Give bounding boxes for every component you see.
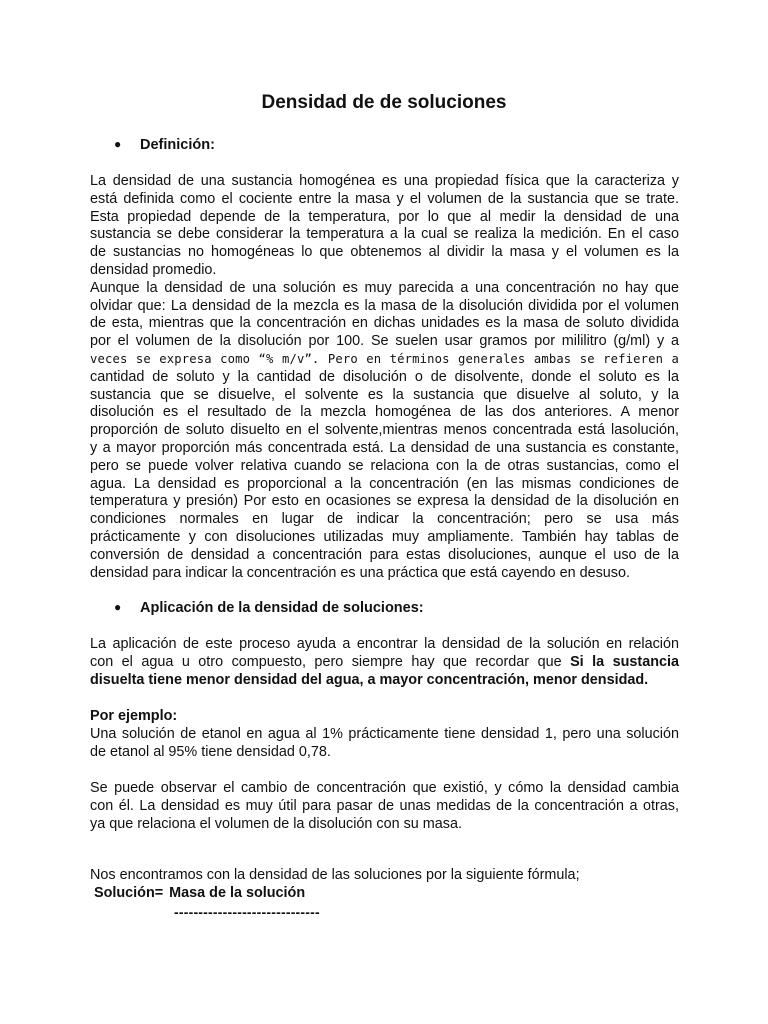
section-heading-aplicacion — [114, 600, 424, 616]
text-line: de esta, mientras que la concentración en dichas unidades es la masa de soluto dividida — [90, 315, 679, 332]
text-line: con él. La densidad es muy útil para pasar de unas medidas de la concentración a otras, — [90, 797, 679, 814]
text-emphasis: Si la sustancia — [570, 653, 679, 670]
text-line: temperatura y presión) Por esto en ocasiones se expresa la densidad de la disolución en — [90, 493, 679, 510]
text-line: y a mayor proporción más concentrada está. La densidad de una sustancia es constante, — [90, 439, 679, 456]
section-heading-definicion — [114, 137, 215, 153]
text-line: ya que relaciona el volumen de la disolución con su masa. — [90, 815, 462, 832]
page-title: Densidad de de soluciones — [261, 92, 507, 113]
text-line: prácticamente y con disoluciones utilizadas muy ampliamente. También hay tablas de — [90, 528, 679, 545]
text-line: proporción de soluto disuelto en el solvente,mientras menos concentrada está lasolución, — [90, 422, 679, 439]
text-line: La densidad de una sustancia homogénea es una propiedad física que la caracteriza y — [90, 173, 679, 189]
section-heading-text: Definición: — [140, 137, 215, 153]
text-normal: con el agua u otro compuesto, pero siempre hay que recordar que — [90, 653, 571, 670]
fraction-line: ------------------------------ — [174, 904, 320, 920]
text-line: condiciones normales en lugar de indicar la concentración; pero se usa más — [90, 511, 679, 528]
text-line: agua. La densidad es proporcional a la concentración (en las mismas condiciones de — [90, 475, 679, 492]
observation-paragraph — [90, 780, 679, 833]
text-line: veces se expresa como “% m/v”. Pero en términos generales ambas se refieren a — [90, 351, 679, 366]
formula-intro — [90, 867, 679, 885]
text-line: Se puede observar el cambio de concentración que existió, y cómo la densidad cambia — [90, 780, 679, 796]
text-line: Aunque la densidad de una solución es muy parecida a una concentración no hay que — [90, 279, 679, 296]
bullet-icon: ● — [114, 137, 122, 151]
text-line: sustancia que se disuelve, el solvente es la sustancia que disuelve al soluto, y la — [90, 386, 679, 403]
text-line: Una solución de etanol en agua al 1% prácticamente tiene densidad 1, pero una solución — [90, 725, 679, 742]
text-line: conversión de densidad a concentración para estas disoluciones, aunque el uso de la — [90, 546, 679, 563]
text-line: Esta propiedad depende de la temperatura, por lo que al medir la densidad de una — [90, 208, 679, 225]
text-line: de etanol al 95% tiene densidad 0,78. — [90, 743, 331, 760]
text-line-emphasis: disuelta tiene menor densidad del agua, a mayor concentración, menor densidad. — [90, 671, 649, 688]
definition-paragraph — [90, 173, 679, 582]
text-line: está definida como el cociente entre la masa y el volumen de la sustancia que se trate. — [90, 190, 679, 207]
text-line: olvidar que: La densidad de la mezcla es la masa de la disolución dividida por el volumen — [90, 297, 679, 314]
section-heading-text: Aplicación de la densidad de soluciones: — [140, 600, 424, 616]
formula-label: Solución= — [94, 885, 164, 901]
text-line: densidad promedio. — [90, 261, 217, 278]
bullet-icon: ● — [114, 600, 122, 614]
application-paragraph — [90, 636, 679, 689]
formula — [94, 885, 305, 901]
text-line: sustancia se debe considerar la temperatura a la cual se realiza la medición. En el caso — [90, 226, 679, 243]
example-block — [90, 708, 679, 761]
text-line: por el volumen de la disolución por 100. Se suelen usar gramos por mililitro (g/ml) y a — [90, 333, 679, 350]
text-line: cantidad de soluto y la cantidad de disolución o de disolvente, donde el soluto es la — [90, 368, 679, 385]
text-line: disolución es el resultado de la mezcla homogénea de las dos anteriores. A menor — [90, 404, 679, 421]
text-line: de sustancias no homogéneas lo que obtenemos al dividir la masa y el volumen es la — [90, 244, 679, 261]
text-line: La aplicación de este proceso ayuda a encontrar la densidad de la solución en relación — [90, 636, 679, 652]
text-line — [90, 654, 679, 672]
text-line: Nos encontramos con la densidad de las soluciones por la siguiente fórmula; — [90, 867, 580, 883]
text-line: pero se puede volver relativa cuando se relaciona con la de otras sustancias, como el — [90, 457, 679, 474]
text-line: densidad para indicar la concentración es una práctica que está cayendo en desuso. — [90, 564, 631, 581]
example-heading: Por ejemplo: — [90, 708, 178, 724]
formula-numerator: Masa de la solución — [169, 885, 306, 901]
